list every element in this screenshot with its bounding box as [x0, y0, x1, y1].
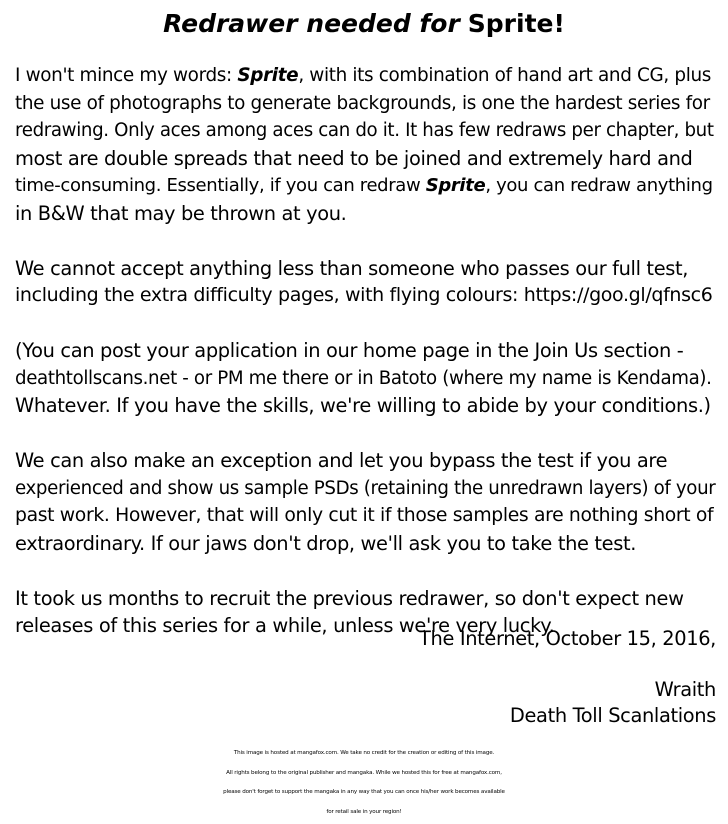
text-line: I won't mince my words: Sprite, with its combination of hand art and CG, plus [15, 65, 712, 86]
page-title [0, 8, 728, 40]
disclaimer-line: This image is hosted at mangafox.com. We take no credit for the creation or editing of this image. [233, 750, 495, 756]
text-line: including the extra difficulty pages, with flying colours: https://goo.gl/qfnsc6 [15, 284, 713, 306]
disclaimer-line: for retail sale in your region! [326, 808, 402, 815]
paragraph-exception [15, 447, 715, 557]
text-line: experienced and show us sample PSDs (retaining the unredrawn layers) of your [15, 477, 716, 499]
text-line: extraordinary. If our jaws don't drop, we'll ask you to take the test. [15, 531, 637, 555]
hosting-disclaimer [0, 744, 728, 822]
text-line: time-consuming. Essentially, if you can redraw Sprite, you can redraw anything [15, 175, 713, 196]
paragraph-application [15, 337, 715, 420]
text-line: deathtollscans.net - or PM me there or in Batoto (where my name is Kendama). [15, 367, 712, 389]
text-line: It took us months to recruit the previous redrawer, so don't expect new [15, 586, 684, 610]
disclaimer-line: All rights belong to the original publisher and mangaka. While we hosted this for free at mangafox.com, [226, 769, 502, 776]
series-name-emphasis: Sprite [237, 65, 299, 86]
paragraph-requirements [15, 255, 715, 310]
text-line: We can also make an exception and let you bypass the test if you are [15, 449, 668, 472]
signature-group: Death Toll Scanlations [509, 704, 716, 727]
title-series-name: Sprite! [467, 9, 565, 38]
announcement-body [15, 62, 715, 667]
text-line: most are double spreads that need to be joined and extremely hard and [15, 146, 693, 170]
paragraph-intro [15, 62, 715, 227]
signature-name: Wraith [654, 678, 716, 701]
text-line: redrawing. Only aces among aces can do it. It has few redraws per chapter, but [15, 120, 714, 141]
disclaimer-line: please don't forget to support the mangaka in any way that you can once his/her work becomes available [223, 789, 505, 795]
text-line: releases of this series for a while, unless we're very lucky. [15, 614, 555, 637]
text-line: in B&W that may be thrown at you. [15, 201, 347, 225]
title-prefix: Redrawer needed for [163, 9, 460, 38]
text-line: (You can post your application in our home page in the Join Us section - [15, 339, 684, 362]
dateline: The Internet, October 15, 2016, [419, 627, 716, 650]
text-line: Whatever. If you have the skills, we're willing to abide by your conditions.) [15, 394, 711, 417]
text-line: We cannot accept anything less than someone who passes our full test, [15, 256, 689, 280]
text-line: past work. However, that will only cut it if those samples are nothing short of [15, 505, 714, 526]
series-name-emphasis: Sprite [425, 175, 486, 196]
text-line: the use of photographs to generate backgrounds, is one the hardest series for [15, 92, 710, 114]
